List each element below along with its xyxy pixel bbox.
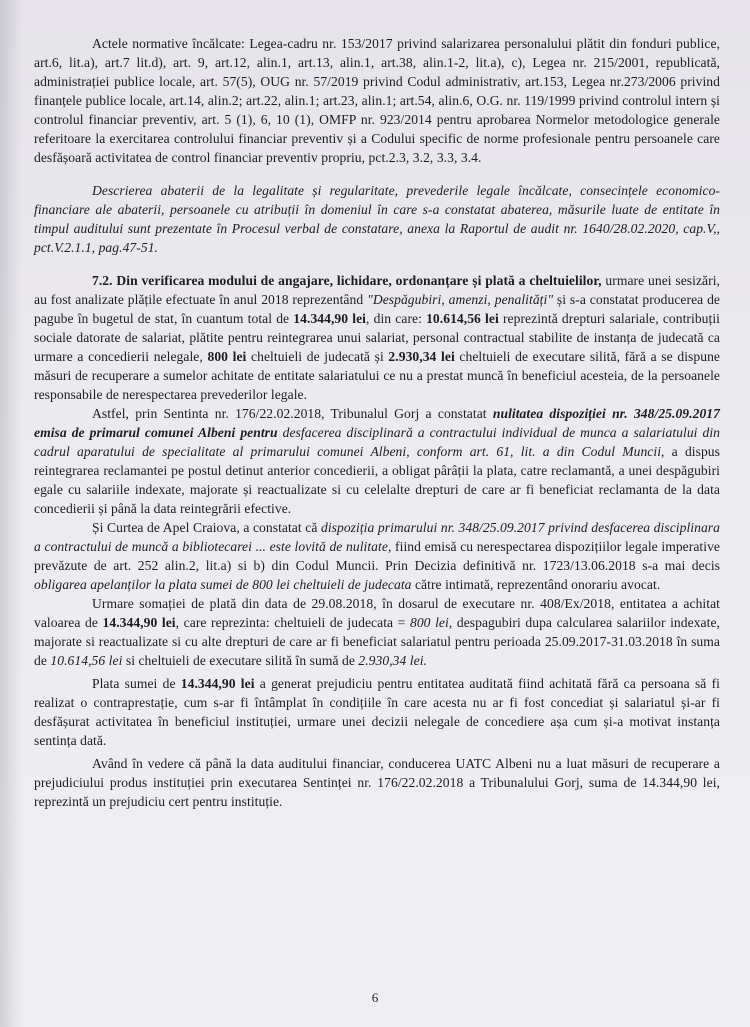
paragraph-deviation-description [34, 181, 720, 257]
text-run: si cheltuieli de executare silită în sumă de [122, 653, 359, 668]
text-run: urmare unei sesizări, au fost analizate plățile efectuate în anul 2018 reprezentând [34, 273, 720, 307]
text-run: , a dispus reintegrarea reclamantei pe postul detinut anterior concedierii, a obligat pârâții la plata, catre reclamantă, a unei despăgubiri egale cu salariile indexate, majorate și reactualizate si cu celelalte drepturi de care ar fi beneficiat reclamanta de la data concedierii și până la data reintegrării efective. [34, 444, 720, 516]
text-run: cheltuieli de judecată și [246, 349, 389, 364]
paragraph-legal-acts [34, 34, 720, 167]
total-amount: 14.344,90 lei [293, 311, 367, 326]
court-costs-amount: 800 lei [409, 615, 449, 630]
conclusion-text: Având în vedere că până la data auditului financiar, conducerea UATC Albeni nu a luat măsuri de recuperare a prejudiciului produs instituției prin executarea Sentinței nr. 176/22.02.2018 a Tribunalului Gorj, suma de 14.344,90 lei, reprezintă un prejudiciu cert pentru instituție. [34, 756, 720, 809]
text-run: , despagubiri dupa calcularea salariilor indexate, majorate si reactualizate si cu alte drepturi de care ar fi beneficiat salariatul pentru perioada 25.09.2017-31.03.2018 în suma de [34, 615, 721, 668]
enforcement-amount: 2.930,34 lei [388, 349, 455, 364]
nullity-disposition: nulitatea dispoziției nr. 348/25.09.2017 emisa de primarul comunei Albeni pentru [34, 406, 720, 440]
section-7-2-heading: 7.2. Din verificarea modului de angajare, lichidare, ordonanțare și plată a cheltuielilor, [92, 273, 602, 288]
text-run: cheltuieli de executare silită, fără a se dispune măsuri de recuperare a sumelor achitate de entitate salariatului ce nu a prestat muncă în beneficiul acesteia, de la persoanele responsabile de nerespectarea prevederilor legale. [34, 349, 721, 402]
text-run: Astfel, prin Sentinta nr. 176/22.02.2018, Tribunalul Gorj a constatat [92, 406, 493, 421]
salary-amount: 10.614,56 lei [426, 311, 499, 326]
text-run: reprezintă drepturi salariale, contribuții sociale datorate de salariat, plătite pentru reintegrarea unui salariat, personal contractual stabilite de instanța de judecată ca urmare a concedierii nelegale, [34, 311, 721, 364]
text-run: a generat prejudiciu pentru entitatea auditată fiind achitată fără ca persoana să fi realizat o contraprestație, cum s-ar fi întâmplat în condițiile în care acesta nu ar fi fost concediat și salariatul și-ar fi desfășurat activitatea în beneficiul instituției, urmare unei decizii nelegale de concediere așa cum și-a motivat instanța sentința dată. [34, 676, 721, 748]
salary-amount: 10.614,56 lei [50, 653, 123, 668]
appeal-obligation: obligarea apelanților la plata sumei de 800 lei cheltuieli de judecata [34, 577, 412, 592]
enforcement-amount: 2.930,34 lei. [358, 653, 427, 668]
quoted-category: "Despăgubiri, amenzi, penalități" [367, 292, 554, 307]
court-costs-amount: 800 lei [207, 349, 247, 364]
paragraph-section-7-2 [34, 271, 720, 404]
text-run: , fiind emisă cu nerespectarea dispozițiilor legale imperative prevăzute de art. 252 alin.2, lit.a) si b) din Codul Muncii. Prin Decizia definitivă nr. 1723/13.06.2018 s-a mai decis [34, 539, 720, 573]
paragraph-prejudice [34, 674, 720, 750]
paragraph-tribunal-sentence [34, 404, 720, 518]
text-run: , care reprezinta: cheltuieli de judecata = [175, 615, 410, 630]
text-run: către intimată, reprezentând onorariu avocat. [411, 577, 661, 592]
text-run: , din care: [366, 311, 427, 326]
paid-amount: 14.344,90 lei [102, 615, 176, 630]
disciplinary-termination: desfacerea disciplinară a contractului individual de munca a salariatului din cadrul aparatului de specialitate al primarului comunei Albeni, conform art. 61, lit. a din Codul Muncii [34, 425, 720, 459]
appeal-finding: dispoziția primarului nr. 348/25.09.2017 privind desfacerea disciplinara a contractului de muncă a bibliotecarei ... este lovită de nulitate [34, 520, 720, 554]
paragraph-payment-notice [34, 594, 720, 670]
text-run: Plata sumei de [92, 676, 181, 691]
legal-acts-text: Actele normative încălcate: Legea-cadru nr. 153/2017 privind salarizarea personalului plătit din fonduri publice, art.6, lit.a), art.7 lit.d), art. 9, art.12, alin.1, art.13, alin.1, art.38, alin.1-2, lit.a), c), Legea nr. 215/2001, republicată, administrației publice locale, art. 57(5), OUG nr. 57/2019 privind Codul administrativ, art.153, Legea nr.273/2006 privind finanțele publice locale, art.14, alin.2; art.22, alin.1; art.23, alin.1; art.54, alin.6, O.G. nr. 119/1999 privind controlul intern și controlul financiar preventiv, art. 5 (1), 6, 10 (1), OMFP nr. 923/2014 pentru aprobarea Normelor metodologice generale referitoare la exercitarea controlului financiar preventiv și a Codului specific de norme profesionale pentru persoanele care desfășoară activitatea de control financiar preventiv propriu, pct.2.3, 3.2, 3.3, 3.4. [34, 36, 720, 165]
paragraph-appeal-court [34, 518, 720, 594]
deviation-description-text: Descrierea abaterii de la legalitate și regularitate, prevederile legale încălcate, consecințele economico-financiare ale abaterii, persoanele cu atribuții în domeniul în care s-a constatat abaterea, măsurile luate de entitate în timpul auditului sunt prezentate în Procesul verbal de constatare, anexa la Raportul de audit nr. 1640/28.02.2020, cap.V,, pct.V.2.1.1, pag.47-51. [34, 183, 720, 255]
page-number: 6 [371, 990, 379, 1005]
text-run: Și Curtea de Apel Craiova, a constatat că [92, 520, 321, 535]
text-run: Urmare somației de plată din data de 29.08.2018, în dosarul de executare nr. 408/Ex/2018, entitatea a achitat valoarea de [34, 596, 720, 630]
prejudice-amount: 14.344,90 lei [180, 676, 255, 691]
text-run: și s-a constatat producerea de pagube în bugetul de stat, în cuantum total de [34, 292, 721, 326]
page-edge-shadow [0, 0, 22, 1027]
paragraph-conclusion [34, 754, 720, 811]
